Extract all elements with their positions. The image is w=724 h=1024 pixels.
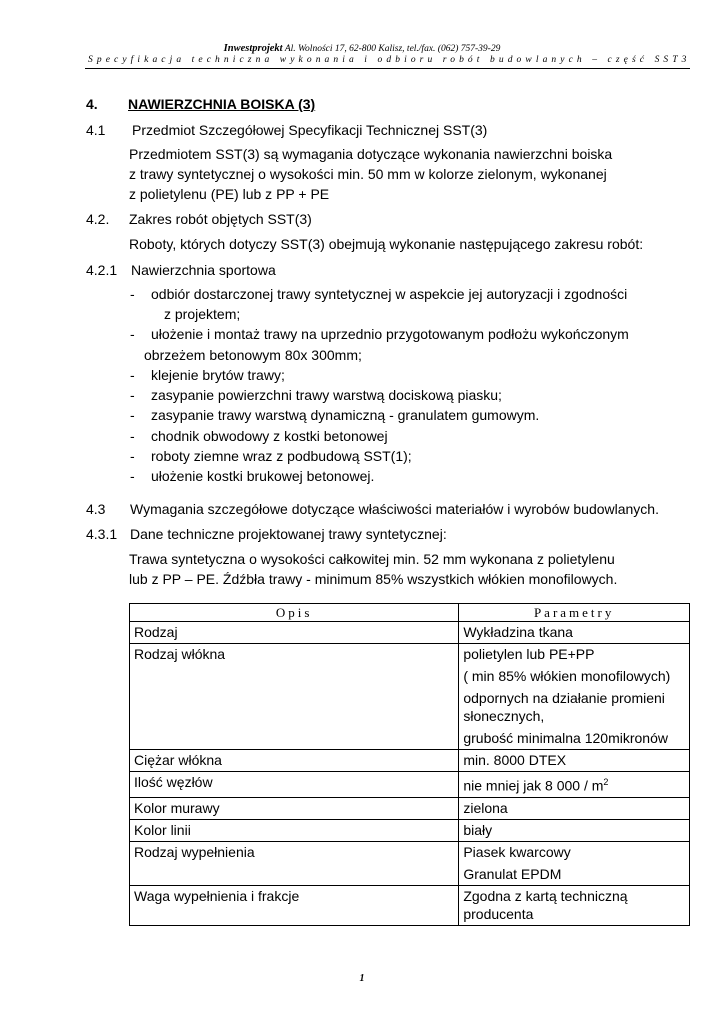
- list-item-2-line-1: ułożenie i montaż trawy na uprzednio przygotowanym podłożu wykończonym: [151, 326, 629, 342]
- row-label: Kolor linii: [130, 819, 459, 841]
- list-dash: -: [130, 387, 135, 403]
- row-label: Rodzaj: [130, 622, 459, 644]
- s41-line-3: z polietylenu (PE) lub z PP + PE: [129, 186, 330, 202]
- row-value: [459, 885, 690, 925]
- row-label: Ilość węzłów: [130, 772, 459, 798]
- s42-text: Roboty, których dotyczy SST(3) obejmują wykonanie następującego zakresu robót:: [129, 236, 644, 252]
- row-label: Kolor murawy: [130, 797, 459, 819]
- knots-value: nie mniej jak 8 000 / m: [463, 777, 604, 794]
- row-label: Rodzaj włókna: [130, 644, 459, 750]
- row-value-line: zielona: [463, 799, 508, 816]
- column-header-parametry: Parametry: [459, 604, 690, 622]
- row-value: [459, 841, 690, 885]
- row-value-line: Piasek kwarcowy: [463, 843, 571, 860]
- list-item-4: zasypanie powierzchni trawy warstwą dociskową piasku;: [151, 387, 502, 403]
- s431-line-2: lub z PP – PE. Źdźbła trawy - minimum 85% wszystkich włókien monofilowych.: [129, 571, 618, 587]
- row-value: [459, 644, 690, 750]
- list-item-1-line-2: z projektem;: [164, 306, 241, 322]
- s42-title: Zakres robót objętych SST(3): [129, 211, 312, 227]
- section-title: NAWIERZCHNIA BOISKA (3): [128, 96, 316, 112]
- table-row: [130, 841, 690, 885]
- header-line: [0, 43, 724, 54]
- s41-number: 4.1: [86, 122, 106, 138]
- row-value-line: odpornych na działanie promieni słonecznych,: [463, 690, 665, 724]
- company-address: Al. Wolności 17, 62-800 Kalisz, tel./fax. (062) 757-39-29: [284, 44, 501, 54]
- list-dash: -: [130, 468, 135, 484]
- row-value-line: Granulat EPDM: [463, 865, 562, 882]
- row-value-line: [463, 773, 685, 795]
- row-value-line: biały: [463, 821, 493, 838]
- list-dash: -: [130, 367, 135, 383]
- s431-line-1: Trawa syntetyczna o wysokości całkowitej min. 52 mm wykonana z polietylenu: [129, 551, 615, 567]
- column-header-opis: Opis: [130, 604, 459, 622]
- list-dash: -: [130, 428, 135, 444]
- row-value: [459, 819, 690, 841]
- row-value: [459, 622, 690, 644]
- table-row: [130, 797, 690, 819]
- row-value: [459, 772, 690, 798]
- list-item-8: ułożenie kostki brukowej betonowej.: [151, 468, 375, 484]
- list-item-1-line-1: odbiór dostarczonej trawy syntetycznej w aspekcie jej autoryzacji i zgodności: [151, 286, 628, 302]
- section-number: 4.: [86, 96, 98, 112]
- s421-title: Nawierzchnia sportowa: [131, 262, 276, 278]
- document-subtitle: Specyfikacja techniczna wykonania i odbioru robót budowlanych – część SST3: [88, 55, 691, 65]
- row-value: [459, 797, 690, 819]
- list-item-5: zasypanie trawy warstwą dynamiczną - granulatem gumowym.: [151, 407, 540, 423]
- row-value-line: Zgodna z kartą techniczną producenta: [463, 887, 628, 922]
- row-value-line: grubość minimalna 120mikronów: [463, 730, 668, 746]
- row-value-line: Wykładzina tkana: [463, 624, 573, 640]
- table-row: [130, 885, 690, 925]
- parameters-table: [129, 603, 690, 926]
- list-item-6: chodnik obwodowy z kostki betonowej: [151, 428, 388, 444]
- list-item-2-line-2: obrzeżem betonowym 80x 300mm;: [144, 347, 362, 363]
- list-item-3: klejenie brytów trawy;: [151, 367, 285, 383]
- list-item-7: roboty ziemne wraz z podbudową SST(1);: [151, 448, 412, 464]
- s41-title: Przedmiot Szczegółowej Specyfikacji Technicznej SST(3): [132, 122, 488, 138]
- row-label: Waga wypełnienia i frakcje: [130, 885, 459, 925]
- list-dash: -: [130, 286, 135, 302]
- s431-title: Dane techniczne projektowanej trawy syntetycznej:: [130, 526, 447, 542]
- s43-title: Wymagania szczegółowe dotyczące właściwości materiałów i wyrobów budowlanych.: [130, 501, 659, 517]
- table-header-row: [130, 604, 690, 622]
- table-row: [130, 750, 690, 772]
- row-value: [459, 750, 690, 772]
- page-number: 1: [359, 973, 365, 984]
- row-label: Ciężar włókna: [130, 750, 459, 772]
- company-name: Inwestprojekt: [223, 43, 283, 54]
- s41-line-2: z trawy syntetycznej o wysokości min. 50 mm w kolorze zielonym, wykonanej: [129, 166, 607, 182]
- row-value-line: min. 8000 DTEX: [463, 752, 567, 768]
- list-dash: -: [130, 326, 135, 342]
- table-row: [130, 819, 690, 841]
- list-dash: -: [130, 407, 135, 423]
- table-row: [130, 622, 690, 644]
- row-value-line: ( min 85% włókien monofilowych): [463, 668, 671, 684]
- superscript: 2: [603, 777, 609, 787]
- table-row: [130, 644, 690, 750]
- row-value-line: polietylen lub PE+PP: [463, 646, 595, 662]
- row-label: Rodzaj wypełnienia: [130, 841, 459, 885]
- s43-number: 4.3: [86, 501, 106, 517]
- s431-number: 4.3.1: [86, 526, 118, 542]
- header-divider: [85, 68, 690, 69]
- table-row: [130, 772, 690, 798]
- s42-number: 4.2.: [86, 211, 110, 227]
- s421-number: 4.2.1: [86, 262, 118, 278]
- s41-line-1: Przedmiotem SST(3) są wymagania dotyczące wykonania nawierzchni boiska: [129, 146, 613, 162]
- list-dash: -: [130, 448, 135, 464]
